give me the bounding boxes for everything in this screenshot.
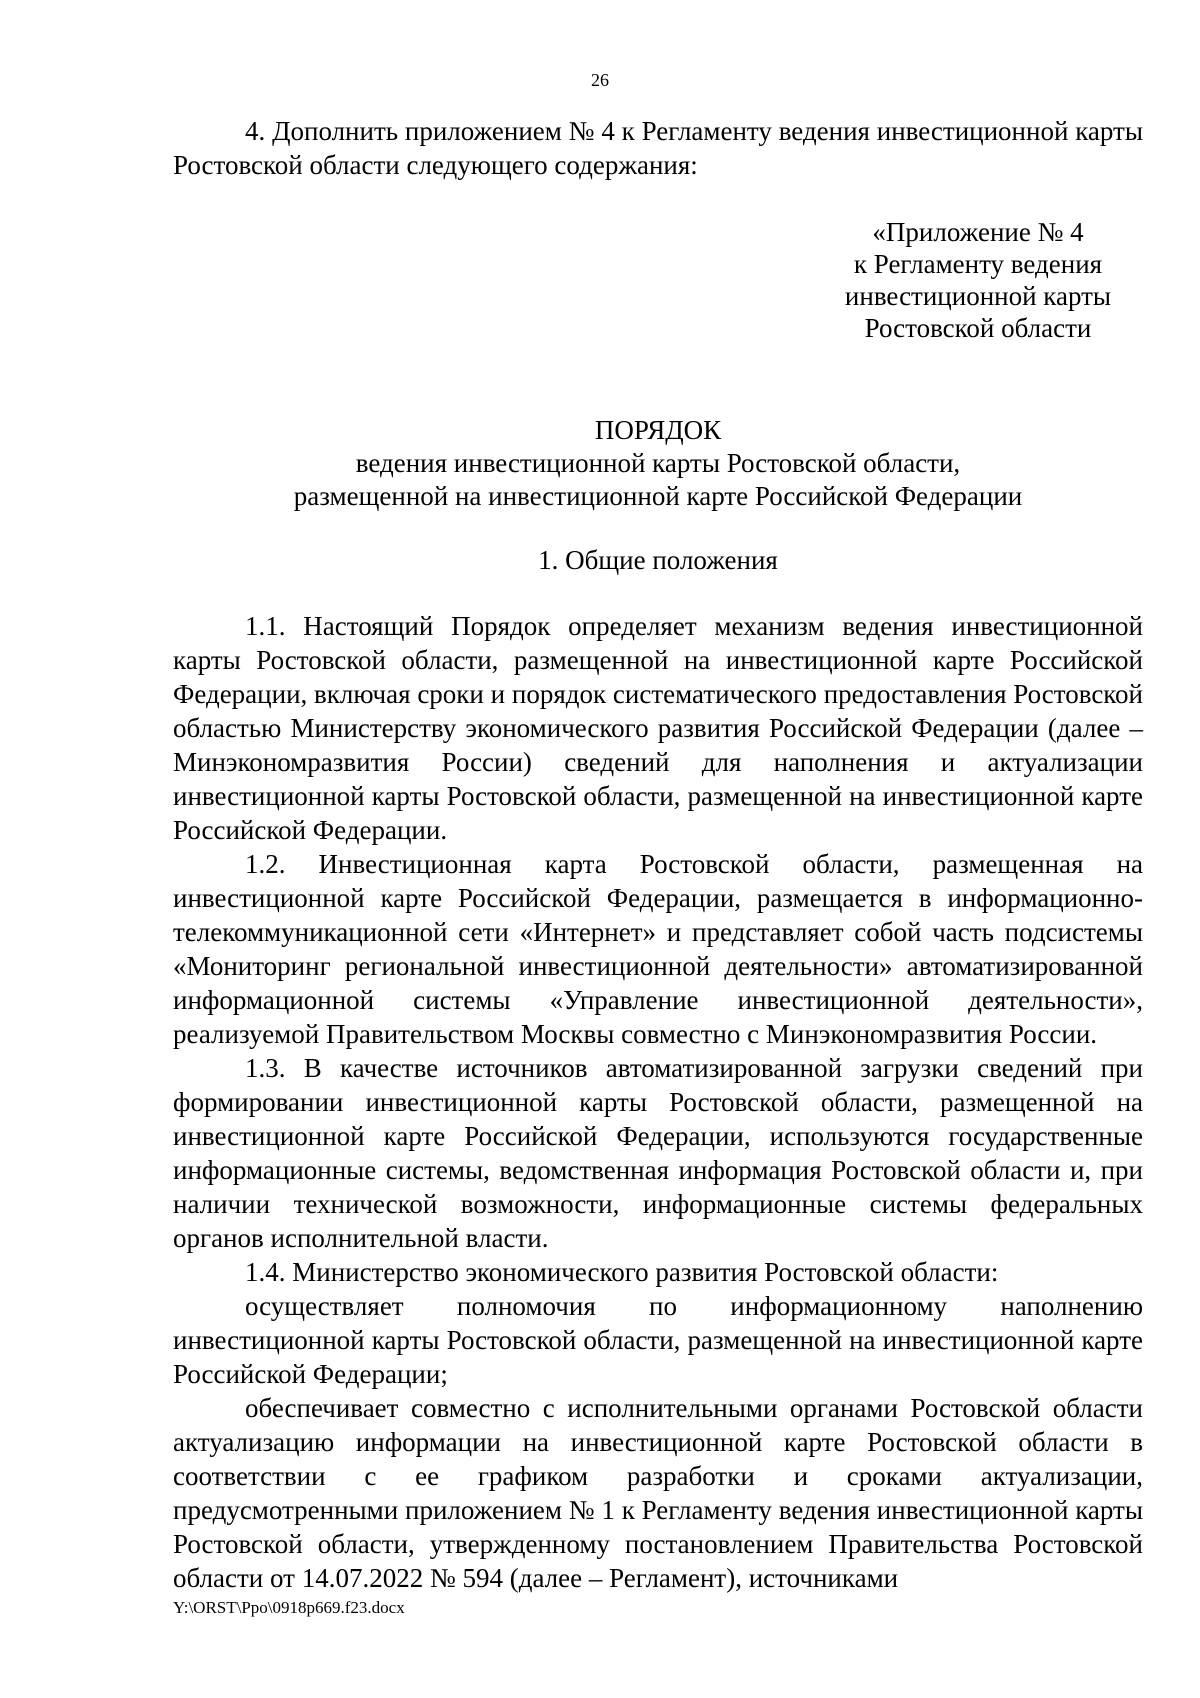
appendix-header — [813, 216, 1143, 344]
document-body — [173, 114, 1143, 1595]
appendix-line: Ростовской области — [864, 313, 1092, 343]
appendix-line: инвестиционной карты — [844, 281, 1112, 311]
intro-paragraph: 4. Дополнить приложением № 4 к Регламенту ведения инвестиционной карты Ростовской области следующего содержания: — [173, 116, 1143, 180]
page-number: 26 — [591, 70, 609, 90]
paragraph-1-4: 1.4. Министерство экономического развития Ростовской области: — [245, 1257, 999, 1287]
paragraph-1-4-item: обеспечивает совместно с исполнительными органами Ростовской области актуализацию информации на инвестиционной карте Ростовской области в соответствии с ее графиком разработки и сроками актуализации, предусмотренными приложением № 1 к Регламенту ведения инвестиционной карты Ростовской области, утвержденному постановлением Правительства Ростовской области от 14.07.2022 № 594 (далее – Регламент), источниками — [173, 1393, 1143, 1593]
paragraph-1-4-item: осуществляет полномочия по информационному наполнению инвестиционной карты Ростовской области, размещенной на инвестиционной карте Российской Федерации; — [173, 1291, 1143, 1389]
title-subtitle-line: размещенной на инвестиционной карте Российской Федерации — [293, 481, 1023, 511]
footer-file-path: Y:\ORST\Ppo\0918p669.f23.docx — [173, 1598, 405, 1617]
title-subtitle-line: ведения инвестиционной карты Ростовской области, — [355, 448, 961, 478]
document-title — [173, 414, 1143, 513]
paragraph-1-2: 1.2. Инвестиционная карта Ростовской области, размещенная на инвестиционной карте Российской Федерации, размещается в информационно-телекоммуникационной сети «Интернет» и представляет собой часть подсистемы «Мониторинг региональной инвестиционной деятельности» автоматизированной информационной системы «Управление инвестиционной деятельности», реализуемой Правительством Москвы совместно с Минэкономразвития России. — [173, 849, 1143, 1049]
appendix-line: «Приложение № 4 — [872, 217, 1084, 247]
title-heading: ПОРЯДОК — [594, 415, 722, 445]
section-heading: 1. Общие положения — [538, 545, 778, 575]
paragraph-1-3: 1.3. В качестве источников автоматизированной загрузки сведений при формировании инвестиционной карты Ростовской области, размещенной на инвестиционной карте Российской Федерации, используются государственные информационные системы, ведомственная информация Ростовской области и, при наличии технической возможности, информационные системы федеральных органов исполнительной власти. — [173, 1053, 1143, 1253]
appendix-line: к Регламенту ведения — [853, 249, 1103, 279]
paragraph-1-1: 1.1. Настоящий Порядок определяет механизм ведения инвестиционной карты Ростовской области, размещенной на инвестиционной карте Российской Федерации, включая сроки и порядок систематического предоставления Ростовской областью Министерству экономического развития Российской Федерации (далее – Минэкономразвития России) сведений для наполнения и актуализации инвестиционной карты Ростовской области, размещенной на инвестиционной карте Российской Федерации. — [173, 611, 1143, 845]
